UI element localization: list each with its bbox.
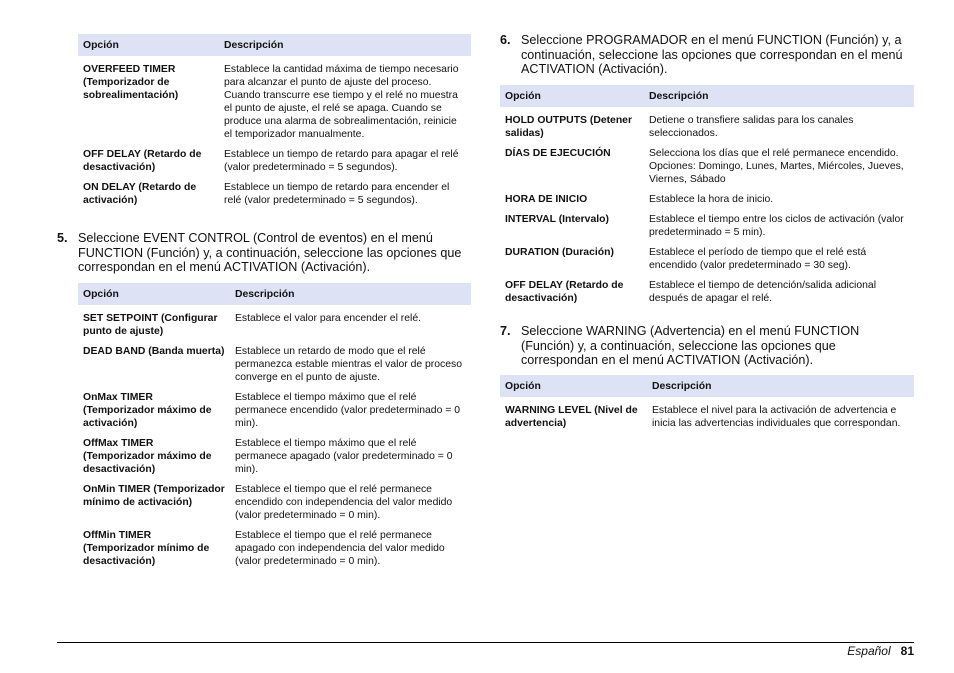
option-name: OffMin TIMER (Temporizador mínimo de desactivación) bbox=[83, 530, 210, 567]
option-name: OFF DELAY (Retardo de desactivación) bbox=[505, 280, 624, 304]
option-name: HORA DE INICIO bbox=[505, 194, 588, 205]
table-row bbox=[500, 397, 914, 430]
table-overfeed-options bbox=[78, 34, 471, 207]
header-option: Opción bbox=[78, 283, 230, 305]
option-name: WARNING LEVEL (Nivel de advertencia) bbox=[505, 405, 638, 429]
option-name: OVERFEED TIMER (Temporizador de sobrealimentación) bbox=[83, 64, 179, 101]
option-description: Establece el tiempo de detención/salida adicional después de apagar el relé. bbox=[649, 280, 877, 304]
footer-language: Español bbox=[847, 644, 891, 658]
footer-divider bbox=[57, 642, 914, 643]
table-row bbox=[78, 56, 471, 141]
option-name: HOLD OUTPUTS (Detener salidas) bbox=[505, 115, 633, 139]
table-row bbox=[78, 384, 471, 430]
option-description: Establece la cantidad máxima de tiempo necesario para alcanzar el punto de ajuste del proceso. Cuando transcurre ese tiempo y el relé no muestra el punto de ajuste, el relé se apaga. Cuando se produce una alarma de sobrealimentación, reinicie el temporizador manualmente. bbox=[224, 64, 459, 140]
step-number: 7. bbox=[500, 324, 511, 338]
options-table bbox=[78, 283, 471, 568]
header-description: Descripción bbox=[219, 34, 471, 56]
options-table bbox=[78, 34, 471, 207]
table-header-row bbox=[500, 85, 914, 107]
option-name: DURATION (Duración) bbox=[505, 247, 614, 258]
option-description: Establece el período de tiempo que el relé está encendido (valor predeterminado = 30 seg). bbox=[649, 247, 867, 271]
option-description: Establece un tiempo de retardo para encender el relé (valor predeterminado = 5 segundos). bbox=[224, 182, 450, 206]
table-header-row bbox=[500, 375, 914, 397]
table-row bbox=[500, 186, 914, 206]
table-row bbox=[500, 239, 914, 272]
option-description: Establece un retardo de modo que el relé permanezca estable mientras el valor de proceso converge en el punto de ajuste. bbox=[235, 346, 462, 383]
page-number: 81 bbox=[900, 644, 914, 658]
header-description: Descripción bbox=[644, 85, 914, 107]
option-name: ON DELAY (Retardo de activación) bbox=[83, 182, 197, 206]
table-row bbox=[500, 140, 914, 186]
option-name: OnMin TIMER (Temporizador mínimo de activación) bbox=[83, 484, 225, 508]
option-description: Establece el tiempo entre los ciclos de activación (valor predeterminado = 5 min). bbox=[649, 214, 904, 238]
table-header-row bbox=[78, 34, 471, 56]
option-description: Establece el tiempo que el relé permanece apagado con independencia del valor medido (valor predeterminado = 0 min). bbox=[235, 530, 445, 567]
option-name: DEAD BAND (Banda muerta) bbox=[83, 346, 225, 357]
header-option: Opción bbox=[500, 85, 644, 107]
step-5 bbox=[57, 231, 471, 275]
option-name: SET SETPOINT (Configurar punto de ajuste) bbox=[83, 313, 218, 337]
option-name: OFF DELAY (Retardo de desactivación) bbox=[83, 149, 202, 173]
option-description: Establece un tiempo de retardo para apagar el relé (valor predeterminado = 5 segundos). bbox=[224, 149, 459, 173]
table-row bbox=[78, 338, 471, 384]
step-text: Seleccione EVENT CONTROL (Control de eventos) en el menú FUNCTION (Función) y, a continuación, seleccione las opciones que correspondan en el menú ACTIVATION (Activación). bbox=[78, 231, 462, 275]
option-description: Establece el nivel para la activación de advertencia e inicia las advertencias individuales que correspondan. bbox=[652, 405, 901, 429]
option-description: Selecciona los días que el relé permanece encendido. Opciones: Domingo, Lunes, Martes, Miércoles, Jueves, Viernes, Sábado bbox=[649, 148, 904, 185]
table-header-row bbox=[78, 283, 471, 305]
option-name: DÍAS DE EJECUCIÓN bbox=[505, 148, 611, 159]
table-row bbox=[78, 174, 471, 207]
table-row bbox=[78, 476, 471, 522]
option-description: Establece el tiempo máximo que el relé permanece encendido (valor predeterminado = 0 min). bbox=[235, 392, 460, 429]
option-description: Establece el valor para encender el relé. bbox=[235, 313, 421, 324]
step-text: Seleccione PROGRAMADOR en el menú FUNCTION (Función) y, a continuación, seleccione las opciones que correspondan en el menú ACTIVATION (Activación). bbox=[521, 33, 903, 77]
step-7 bbox=[500, 324, 914, 368]
header-option: Opción bbox=[78, 34, 219, 56]
step-6 bbox=[500, 33, 914, 77]
table-programador-options bbox=[500, 85, 914, 305]
table-row bbox=[500, 107, 914, 140]
header-description: Descripción bbox=[647, 375, 914, 397]
option-description: Establece la hora de inicio. bbox=[649, 194, 774, 205]
table-warning-options bbox=[500, 375, 914, 430]
option-name: INTERVAL (Intervalo) bbox=[505, 214, 609, 225]
options-table bbox=[500, 375, 914, 430]
step-text: Seleccione WARNING (Advertencia) en el menú FUNCTION (Función) y, a continuación, seleccione las opciones que correspondan en el menú ACTIVATION (Activación). bbox=[521, 324, 860, 368]
step-number: 5. bbox=[57, 231, 68, 245]
option-name: OffMax TIMER (Temporizador máximo de desactivación) bbox=[83, 438, 212, 475]
table-row bbox=[500, 272, 914, 305]
header-description: Descripción bbox=[230, 283, 471, 305]
options-table bbox=[500, 85, 914, 305]
table-row bbox=[78, 430, 471, 476]
page-footer bbox=[847, 644, 914, 658]
option-description: Establece el tiempo que el relé permanece encendido con independencia del valor medido (valor predeterminado = 0 min). bbox=[235, 484, 453, 521]
option-description: Establece el tiempo máximo que el relé permanece apagado (valor predeterminado = 0 min). bbox=[235, 438, 453, 475]
table-row bbox=[500, 206, 914, 239]
option-name: OnMax TIMER (Temporizador máximo de activación) bbox=[83, 392, 212, 429]
table-event-control-options bbox=[78, 283, 471, 568]
table-row bbox=[78, 141, 471, 174]
option-description: Detiene o transfiere salidas para los canales seleccionados. bbox=[649, 115, 854, 139]
table-row bbox=[78, 522, 471, 568]
header-option: Opción bbox=[500, 375, 647, 397]
step-number: 6. bbox=[500, 33, 511, 47]
table-row bbox=[78, 305, 471, 338]
